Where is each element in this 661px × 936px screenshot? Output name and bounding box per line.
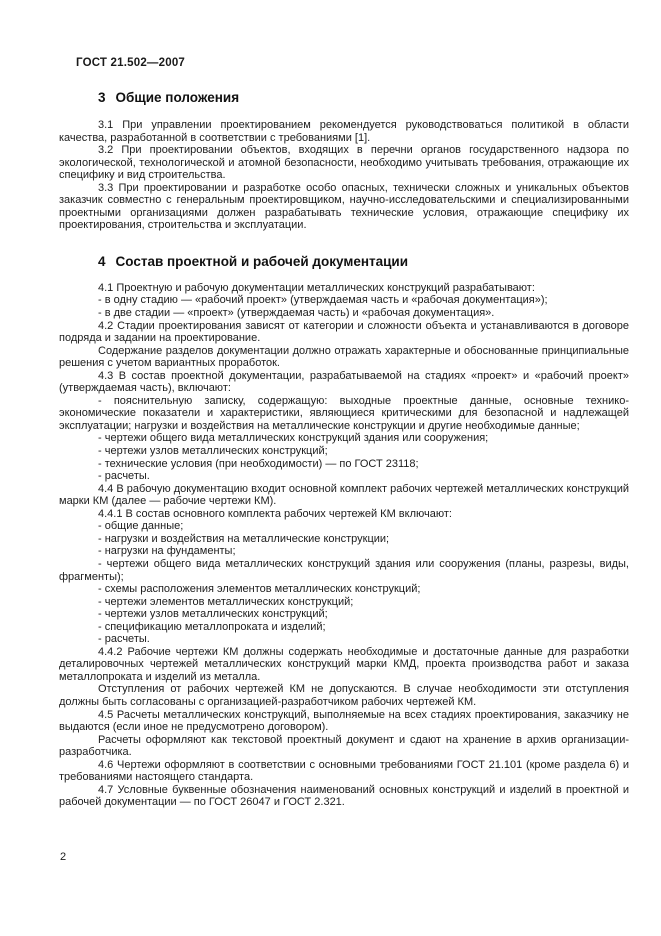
paragraph-4-4: 4.4 В рабочую документацию входит основной комплект рабочих чертежей металлических конструкций марки КМ (далее — рабочие чертежи КМ). [59,482,629,508]
paragraph-4-4-1: 4.4.1 В состав основного комплекта рабочих чертежей КМ включают: [98,507,452,520]
paragraph-3-2: 3.2 При проектировании объектов, входящих в перечни органов государственного надзора по экологической, технологической и атомной безопасности, необходимо учитывать требования, отражающие их специфику и вид строительства. [59,144,629,182]
paragraph-4-6: 4.6 Чертежи оформляют в соответствии с основными требованиями ГОСТ 21.101 (кроме раздела 6) и требованиями настоящего стандарта. [59,758,629,784]
list-item: - в две стадии — «проект» (утверждаемая часть) и «рабочая документация». [98,307,495,320]
section-3-title: Общие положения [115,90,240,105]
section-4-title: Состав проектной и рабочей документации [115,253,409,269]
list-item: - чертежи общего вида металлических конструкций здания или сооружения (планы, разрезы, виды, фрагменты); [59,557,629,583]
section-4-number: 4 [98,253,106,269]
list-item: - чертежи элементов металлических конструкций; [98,595,354,608]
page-number: 2 [60,851,67,863]
section-3-number: 3 [98,90,106,105]
section-4-heading [98,254,629,269]
document-code-header: ГОСТ 21.502—2007 [76,57,186,69]
list-item: - чертежи узлов металлических конструкций; [98,608,328,621]
section-4-body [59,282,629,809]
list-item: - нагрузки на фундаменты; [98,545,236,558]
paragraph-3-1: 3.1 При управлении проектированием рекомендуется руководствоваться политикой в области качества, разработанной в соответствии с требованиями [1]. [59,119,629,144]
list-item: - общие данные; [98,520,184,533]
list-item: - расчеты. [98,470,150,483]
section-3-body [59,119,629,232]
paragraph-4-3: 4.3 В состав проектной документации, разрабатываемой на стадиях «проект» и «рабочий проект» (утверждаемая часть), включают: [59,369,629,395]
list-item: - схемы расположения элементов металлических конструкций; [98,583,421,596]
paragraph-4-2: 4.2 Стадии проектирования зависят от категории и сложности объекта и устанавливаются в договоре подряда и задании на проектирование. [59,319,629,345]
paragraph-4-5: 4.5 Расчеты металлических конструкций, выполняемые на всех стадиях проектирования, заказчику не выдаются (если иное не предусмотрено договором). [59,708,629,734]
paragraph-4-1: 4.1 Проектную и рабочую документации металлических конструкций разрабатывают: [98,281,535,294]
list-item: - технические условия (при необходимости) — по ГОСТ 23118; [98,457,419,470]
list-item: - спецификацию металлопроката и изделий; [98,620,326,633]
list-item: - расчеты. [98,633,150,646]
list-item: - пояснительную записку, содержащую: выходные проектные данные, основные технико-экономические показатели и характеристики, являющиеся критическими для безопасной и надлежащей эксплуатации; нагрузки и воздействия на металлические конструкции и другие необходимые данные; [59,394,629,432]
list-item: - чертежи общего вида металлических конструкций здания или сооружения; [98,432,489,445]
paragraph-3-3: 3.3 При проектировании и разработке особо опасных, технически сложных и уникальных объектов заказчик совместно с генеральным проектировщиком, научно-исследовательскими и специализированными проектными организациями должен разрабатывать технические условия, отражающие специфику их проектирования, строительства и эксплуатации. [59,181,629,232]
paragraph-4-5-continued: Расчеты оформляют как текстовой проектный документ и сдают на хранение в архив организации-разработчика. [59,733,629,759]
paragraph-4-4-2-continued: Отступления от рабочих чертежей КМ не допускаются. В случае необходимости эти отступления должны быть согласованы с организацией-разработчиком рабочих чертежей КМ. [59,683,629,708]
paragraph-4-7: 4.7 Условные буквенные обозначения наименований основных конструкций и изделий в проектной и рабочей документации — по ГОСТ 26047 и ГОСТ 2.321. [59,783,629,809]
section-3-heading [98,90,629,105]
list-item: - нагрузки и воздействия на металлические конструкции; [98,532,390,545]
paragraph-4-2-continued: Содержание разделов документации должно отражать характерные и обоснованные принципиальные решения с учетом вариантных проработок. [59,344,629,370]
paragraph-4-4-2: 4.4.2 Рабочие чертежи КМ должны содержать необходимые и достаточные данные для разработки деталировочных чертежей металлических конструкций марки КМД, проекта производства работ и заказа металлопроката и изделий из металла. [59,645,629,683]
list-item: - чертежи узлов металлических конструкций; [98,445,328,458]
list-item: - в одну стадию — «рабочий проект» (утверждаемая часть и «рабочая документация»); [98,294,548,307]
